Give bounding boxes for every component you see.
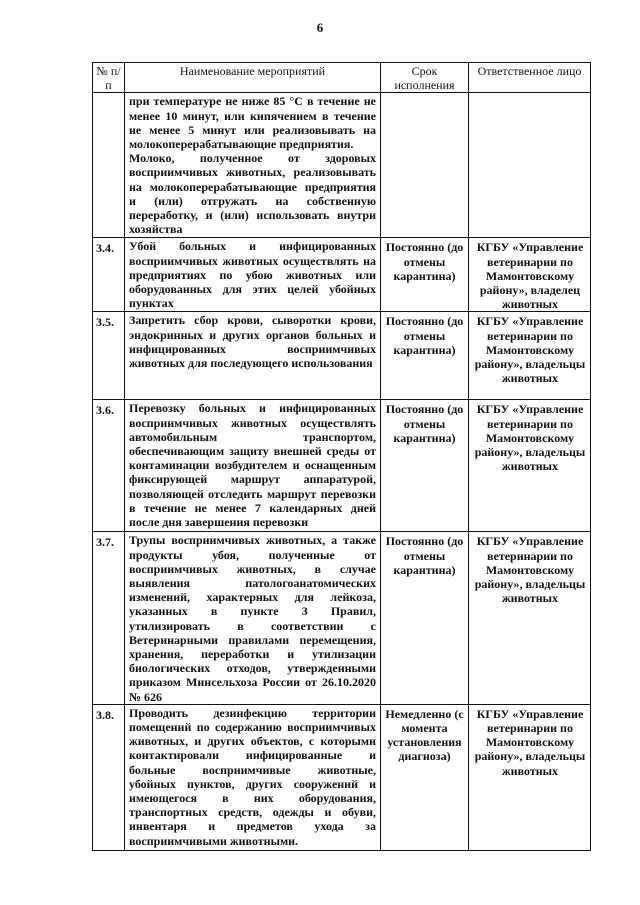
row-term: Постоянно (до отмены карантина) (381, 400, 469, 532)
row-number: 3.5. (93, 312, 125, 400)
header-name: Наименование мероприятий (125, 63, 381, 93)
description-paragraph: Трупы восприимчивых животных, а также продукты убоя, полученные от восприимчивых животных, в случае выявления патологоанатомических изменений, характерных для лейкоза, указанных в пункте 3 Правил, утилизировать в соответствии с Ветеринарными правилами перемещения, хранения, переработки и утилизации биологических отходов, утвержденными приказом Минсельхоза России от 26.10.2020 № 626 (129, 533, 376, 704)
row-description (125, 238, 381, 312)
row-number: 3.7. (93, 532, 125, 704)
row-responsible (469, 93, 591, 238)
row-description (125, 704, 381, 850)
row-number: 3.8. (93, 704, 125, 850)
table-row (93, 400, 591, 532)
description-paragraph: Запретить сбор крови, сыворотки крови, эндокринных и других органов больных и инфицированных восприимчивых животных для последующего использования (129, 313, 376, 371)
table-row (93, 312, 591, 400)
table-header-row (93, 63, 591, 93)
row-number: 3.6. (93, 400, 125, 532)
row-number: 3.4. (93, 238, 125, 312)
row-responsible: КГБУ «Управление ветеринарии по Мамонтовскому району», владелец животных (469, 238, 591, 312)
table-row (93, 93, 591, 238)
row-term: Постоянно (до отмены карантина) (381, 238, 469, 312)
description-paragraph: Убой больных и инфицированных восприимчивых животных осуществлять на предприятиях по убою животных или оборудованных для этих целей убойных пунктах (129, 239, 376, 311)
row-description (125, 312, 381, 400)
measures-table (92, 62, 591, 851)
header-responsible: Ответственное лицо (469, 63, 591, 93)
table-row (93, 532, 591, 704)
row-description (125, 93, 381, 238)
row-responsible: КГБУ «Управление ветеринарии по Мамонтовскому району», владельцы животных (469, 400, 591, 532)
row-responsible: КГБУ «Управление ветеринарии по Мамонтовскому району», владельцы животных (469, 704, 591, 850)
description-paragraph: Молоко, полученное от здоровых восприимчивых животных, реализовывать на молокоперерабатывающие предприятия и (или) отгружать на собственную переработку, и (или) использовать внутри хозяйства (129, 151, 376, 237)
header-num: № п/п (93, 63, 125, 93)
description-paragraph: при температуре не ниже 85 °С в течение не менее 10 минут, или кипячением в течение не менее 5 минут или реализовывать на молокоперерабатывающие предприятия. (129, 94, 376, 152)
row-description (125, 532, 381, 704)
table-row (93, 238, 591, 312)
row-term (381, 93, 469, 238)
row-description (125, 400, 381, 532)
header-term: Срок исполнения (381, 63, 469, 93)
description-paragraph: Перевозку больных и инфицированных восприимчивых животных осуществлять автомобильным транспортом, обеспечивающим защиту внешней среды от контаминации возбудителем и оснащенным фиксирующей маршрут аппаратурой, позволяющей отследить маршрут перевозки в течение не менее 7 календарных дней после дня завершения перевозки (129, 401, 376, 530)
row-responsible: КГБУ «Управление ветеринарии по Мамонтовскому району», владельцы животных (469, 532, 591, 704)
row-term: Немедленно (с момента установления диагноза) (381, 704, 469, 850)
row-term: Постоянно (до отмены карантина) (381, 532, 469, 704)
page-number: 6 (316, 20, 324, 35)
row-term: Постоянно (до отмены карантина) (381, 312, 469, 400)
row-number (93, 93, 125, 238)
description-paragraph: Проводить дезинфекцию территории помещений по содержанию восприимчивых животных, и других объектов, с которыми контактировали инфицированные и больные восприимчивые животные, убойных пунктов, других сооружений и имеющегося в них оборудования, транспортных средств, одежды и обуви, инвентаря и предметов ухода за восприимчивыми животными. (129, 705, 376, 848)
row-responsible: КГБУ «Управление ветеринарии по Мамонтовскому району», владельцы животных (469, 312, 591, 400)
table-row (93, 704, 591, 850)
